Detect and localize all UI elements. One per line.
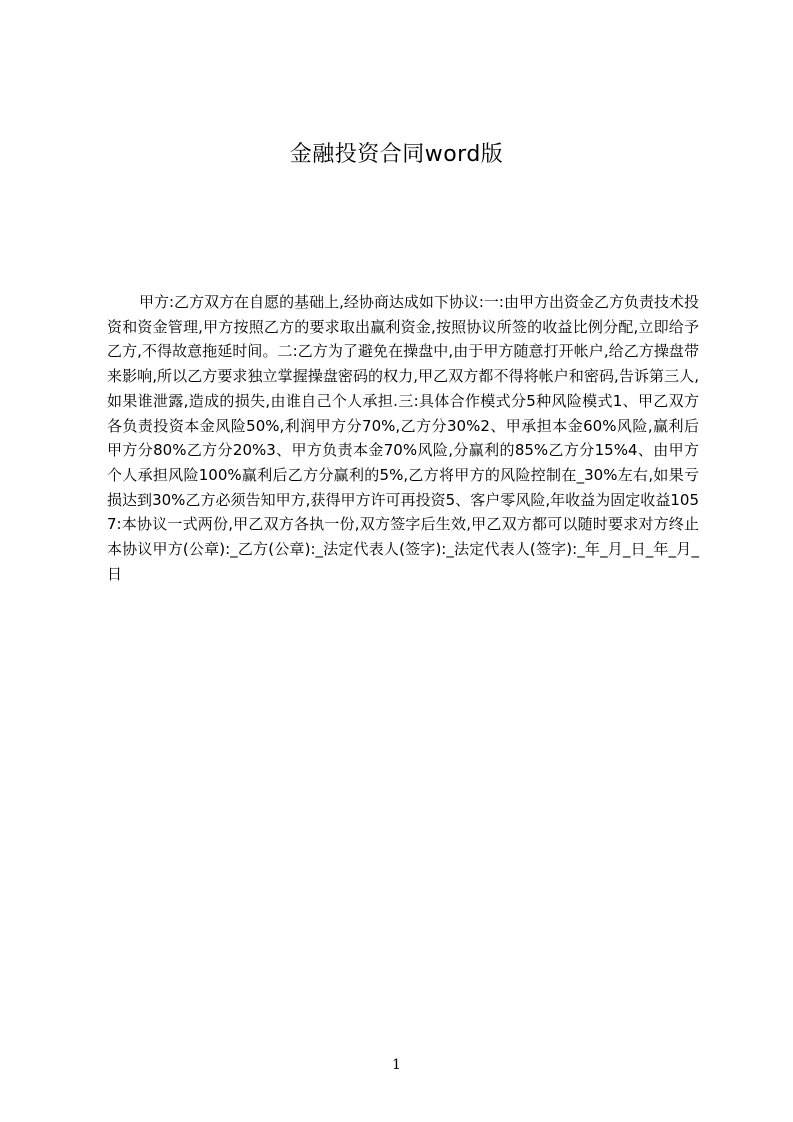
document-body-paragraph: 甲方:乙方双方在自愿的基础上,经协商达成如下协议:一:由甲方出资金乙方负责技术投资和资金管理,甲方按照乙方的要求取出赢利资金,按照协议所签的收益比例分配,立即给予乙方,不得故意拖延时间。二:乙方为了避免在操盘中,由于甲方随意打开帐户,给乙方操盘带来影响,所以乙方要求独立掌握操盘密码的权力,甲乙双方都不得将帐户和密码,告诉第三人,如果谁泄露,造成的损失,由谁自己个人承担.三:具体合作模式分5种风险模式1、甲乙双方各负责投资本金风险50%,利润甲方分70%,乙方分30%2、甲承担本金60%风险,赢利后甲方分80%乙方分20%3、甲方负责本金70%风险,分赢利的85%乙方分15%4、由甲方个人承担风险100%赢利后乙方分赢利的5%,乙方将甲方的风险控制在_30%左右,如果亏损达到30%乙方必须告知甲方,获得甲方许可再投资5、客户零风险,年收益为固定收益1057:本协议一式两份,甲乙双方各执一份,双方签字后生效,甲乙双方都可以随时要求对方终止本协议甲方(公章):_乙方(公章):_法定代表人(签字):_法定代表人(签字):_年_月_日_年_月_日	[107, 293, 699, 583]
page-number: 1	[392, 1057, 401, 1073]
document-title: 金融投资合同word版	[289, 142, 504, 167]
